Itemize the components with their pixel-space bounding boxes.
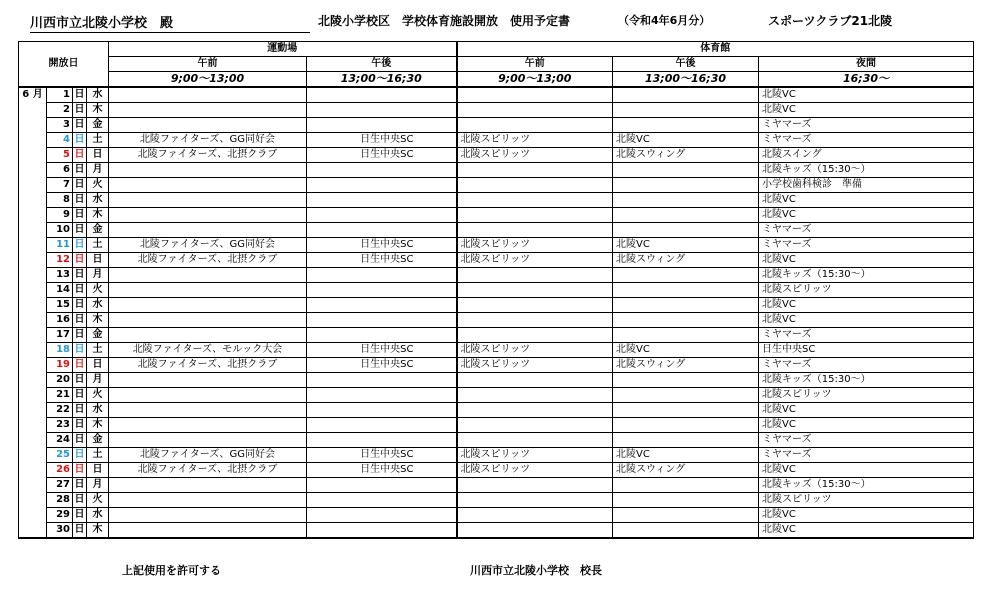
ground-am-cell <box>109 508 307 523</box>
weekday: 日 <box>87 358 109 373</box>
day-number: 16 <box>47 313 73 328</box>
time-ground-pm: 13;00～16;30 <box>307 72 457 88</box>
ground-am-cell <box>109 388 307 403</box>
weekday: 水 <box>87 87 109 103</box>
day-number: 15 <box>47 298 73 313</box>
ground-am-cell <box>109 268 307 283</box>
gym-pm-cell <box>613 283 759 298</box>
schedule-row <box>19 133 974 148</box>
ground-pm-cell: 日生中央SC <box>307 358 457 373</box>
gym-am-cell <box>457 298 613 313</box>
ground-pm-cell <box>307 478 457 493</box>
schedule-row <box>19 163 974 178</box>
gym-night-cell: 北陵VC <box>759 313 974 328</box>
group-header-gym: 体育館 <box>457 42 974 57</box>
ground-am-cell <box>109 178 307 193</box>
ground-am-cell <box>109 478 307 493</box>
weekday: 火 <box>87 388 109 403</box>
day-number: 13 <box>47 268 73 283</box>
gym-pm-cell <box>613 178 759 193</box>
day-suffix: 日 <box>73 388 87 403</box>
day-number: 10 <box>47 223 73 238</box>
weekday: 日 <box>87 148 109 163</box>
day-suffix: 日 <box>73 478 87 493</box>
weekday: 月 <box>87 478 109 493</box>
day-suffix: 日 <box>73 493 87 508</box>
gym-pm-cell <box>613 313 759 328</box>
time-ground-am: 9;00～13;00 <box>109 72 307 88</box>
day-number: 8 <box>47 193 73 208</box>
gym-am-cell: 北陵スピリッツ <box>457 253 613 268</box>
weekday: 月 <box>87 373 109 388</box>
day-suffix: 日 <box>73 433 87 448</box>
day-suffix: 日 <box>73 268 87 283</box>
gym-am-cell: 北陵スピリッツ <box>457 463 613 478</box>
permit-statement: 上記使用を許可する <box>122 564 221 577</box>
day-number: 9 <box>47 208 73 223</box>
schedule-row <box>19 388 974 403</box>
day-number: 23 <box>47 418 73 433</box>
gym-pm-cell <box>613 103 759 118</box>
day-number: 7 <box>47 178 73 193</box>
weekday: 木 <box>87 208 109 223</box>
ground-pm-cell: 日生中央SC <box>307 253 457 268</box>
day-number: 3 <box>47 118 73 133</box>
weekday: 水 <box>87 298 109 313</box>
ground-am-cell: 北陵ファイターズ、北摂クラブ <box>109 358 307 373</box>
day-suffix: 日 <box>73 253 87 268</box>
document-title: 北陵小学校区 学校体育施設開放 使用予定書 <box>318 14 571 28</box>
gym-night-cell: 北陵スピリッツ <box>759 493 974 508</box>
gym-night-cell: 北陵VC <box>759 253 974 268</box>
schedule-row <box>19 283 974 298</box>
ground-am-cell <box>109 403 307 418</box>
day-suffix: 日 <box>73 313 87 328</box>
ground-pm-cell: 日生中央SC <box>307 463 457 478</box>
document-period: （令和4年6月分） <box>618 14 711 27</box>
gym-am-cell: 北陵スピリッツ <box>457 448 613 463</box>
schedule-row <box>19 418 974 433</box>
header-gym-am: 午前 <box>457 57 613 72</box>
gym-am-cell <box>457 223 613 238</box>
gym-night-cell: ミヤマーズ <box>759 223 974 238</box>
weekday: 金 <box>87 223 109 238</box>
gym-am-cell <box>457 373 613 388</box>
gym-night-cell: 小学校歯科検診 準備 <box>759 178 974 193</box>
gym-night-cell: ミヤマーズ <box>759 328 974 343</box>
weekday: 火 <box>87 493 109 508</box>
ground-pm-cell: 日生中央SC <box>307 238 457 253</box>
day-suffix: 日 <box>73 193 87 208</box>
ground-pm-cell <box>307 418 457 433</box>
gym-am-cell <box>457 283 613 298</box>
gym-pm-cell: 北陵VC <box>613 238 759 253</box>
gym-night-cell: 北陵VC <box>759 103 974 118</box>
day-number: 21 <box>47 388 73 403</box>
ground-am-cell <box>109 493 307 508</box>
day-number: 18 <box>47 343 73 358</box>
gym-pm-cell: 北陵VC <box>613 133 759 148</box>
gym-night-cell: 北陵キッズ（15:30～） <box>759 478 974 493</box>
schedule-row <box>19 148 974 163</box>
gym-pm-cell: 北陵VC <box>613 448 759 463</box>
gym-night-cell: ミヤマーズ <box>759 118 974 133</box>
day-number: 26 <box>47 463 73 478</box>
schedule-row <box>19 103 974 118</box>
gym-night-cell: 北陵スピリッツ <box>759 388 974 403</box>
day-number: 4 <box>47 133 73 148</box>
gym-pm-cell: 北陵スウィング <box>613 463 759 478</box>
ground-am-cell <box>109 298 307 313</box>
ground-pm-cell <box>307 508 457 523</box>
day-number: 28 <box>47 493 73 508</box>
schedule-row <box>19 328 974 343</box>
time-gym-pm: 13;00～16;30 <box>613 72 759 88</box>
gym-pm-cell <box>613 328 759 343</box>
schedule-row <box>19 358 974 373</box>
gym-night-cell: 北陵キッズ（15:30～） <box>759 373 974 388</box>
day-suffix: 日 <box>73 223 87 238</box>
day-suffix: 日 <box>73 163 87 178</box>
ground-am-cell <box>109 163 307 178</box>
day-suffix: 日 <box>73 418 87 433</box>
gym-am-cell <box>457 268 613 283</box>
gym-night-cell: ミヤマーズ <box>759 358 974 373</box>
gym-night-cell: 北陵VC <box>759 208 974 223</box>
ground-pm-cell <box>307 298 457 313</box>
gym-pm-cell: 北陵VC <box>613 343 759 358</box>
gym-night-cell: 日生中央SC <box>759 343 974 358</box>
gym-night-cell: 北陵スイング <box>759 148 974 163</box>
ground-am-cell <box>109 208 307 223</box>
ground-pm-cell: 日生中央SC <box>307 133 457 148</box>
weekday: 水 <box>87 508 109 523</box>
weekday: 水 <box>87 193 109 208</box>
day-suffix: 日 <box>73 103 87 118</box>
gym-am-cell: 北陵スピリッツ <box>457 343 613 358</box>
gym-am-cell <box>457 433 613 448</box>
gym-pm-cell: 北陵スウィング <box>613 253 759 268</box>
gym-pm-cell <box>613 493 759 508</box>
schedule-row <box>19 87 974 103</box>
gym-night-cell: ミヤマーズ <box>759 133 974 148</box>
gym-am-cell <box>457 208 613 223</box>
gym-am-cell <box>457 178 613 193</box>
ground-am-cell <box>109 373 307 388</box>
day-suffix: 日 <box>73 328 87 343</box>
day-suffix: 日 <box>73 343 87 358</box>
ground-am-cell <box>109 418 307 433</box>
day-suffix: 日 <box>73 463 87 478</box>
header-ground-am: 午前 <box>109 57 307 72</box>
day-number: 1 <box>47 87 73 103</box>
day-number: 29 <box>47 508 73 523</box>
gym-am-cell: 北陵スピリッツ <box>457 238 613 253</box>
gym-am-cell <box>457 478 613 493</box>
header-gym-night: 夜間 <box>759 57 974 72</box>
day-suffix: 日 <box>73 208 87 223</box>
time-gym-night: 16;30～ <box>759 72 974 88</box>
schedule-row <box>19 373 974 388</box>
gym-night-cell: 北陵VC <box>759 403 974 418</box>
day-number: 24 <box>47 433 73 448</box>
schedule-row <box>19 253 974 268</box>
schedule-row <box>19 493 974 508</box>
day-suffix: 日 <box>73 118 87 133</box>
ground-am-cell <box>109 523 307 539</box>
gym-am-cell <box>457 388 613 403</box>
gym-night-cell: 北陵スピリッツ <box>759 283 974 298</box>
day-suffix: 日 <box>73 448 87 463</box>
header-gym-pm: 午後 <box>613 57 759 72</box>
schedule-row <box>19 343 974 358</box>
gym-am-cell <box>457 523 613 539</box>
gym-pm-cell <box>613 403 759 418</box>
ground-pm-cell <box>307 268 457 283</box>
ground-pm-cell <box>307 403 457 418</box>
ground-am-cell <box>109 328 307 343</box>
gym-pm-cell <box>613 208 759 223</box>
gym-pm-cell <box>613 298 759 313</box>
gym-night-cell: ミヤマーズ <box>759 448 974 463</box>
ground-pm-cell <box>307 388 457 403</box>
gym-am-cell <box>457 87 613 103</box>
weekday: 土 <box>87 343 109 358</box>
weekday: 火 <box>87 283 109 298</box>
gym-night-cell: 北陵VC <box>759 418 974 433</box>
day-number: 30 <box>47 523 73 539</box>
ground-pm-cell <box>307 163 457 178</box>
day-number: 22 <box>47 403 73 418</box>
schedule-row <box>19 313 974 328</box>
day-suffix: 日 <box>73 87 87 103</box>
day-number: 20 <box>47 373 73 388</box>
gym-night-cell: 北陵VC <box>759 508 974 523</box>
ground-am-cell: 北陵ファイターズ、GG同好会 <box>109 448 307 463</box>
weekday: 木 <box>87 523 109 539</box>
gym-pm-cell <box>613 433 759 448</box>
gym-night-cell: ミヤマーズ <box>759 433 974 448</box>
ground-pm-cell <box>307 103 457 118</box>
gym-am-cell <box>457 403 613 418</box>
weekday: 木 <box>87 418 109 433</box>
club-name: スポーツクラブ21北陵 <box>768 14 893 28</box>
schedule-row <box>19 403 974 418</box>
schedule-row <box>19 238 974 253</box>
gym-night-cell: 北陵VC <box>759 193 974 208</box>
weekday: 金 <box>87 118 109 133</box>
schedule-row <box>19 223 974 238</box>
day-number: 2 <box>47 103 73 118</box>
gym-pm-cell <box>613 388 759 403</box>
principal-signature: 川西市立北陵小学校 校長 <box>470 564 602 577</box>
schedule-row <box>19 208 974 223</box>
ground-pm-cell <box>307 178 457 193</box>
gym-pm-cell <box>613 87 759 103</box>
weekday: 日 <box>87 463 109 478</box>
gym-pm-cell <box>613 223 759 238</box>
gym-night-cell: 北陵VC <box>759 298 974 313</box>
gym-am-cell <box>457 328 613 343</box>
ground-pm-cell: 日生中央SC <box>307 148 457 163</box>
gym-pm-cell <box>613 523 759 539</box>
ground-pm-cell <box>307 313 457 328</box>
ground-pm-cell <box>307 87 457 103</box>
ground-pm-cell <box>307 373 457 388</box>
day-number: 25 <box>47 448 73 463</box>
weekday: 木 <box>87 313 109 328</box>
ground-pm-cell: 日生中央SC <box>307 448 457 463</box>
day-suffix: 日 <box>73 238 87 253</box>
gym-am-cell <box>457 508 613 523</box>
weekday: 水 <box>87 403 109 418</box>
ground-pm-cell <box>307 328 457 343</box>
gym-night-cell: ミヤマーズ <box>759 238 974 253</box>
group-header-ground: 運動場 <box>109 42 457 57</box>
day-number: 11 <box>47 238 73 253</box>
ground-am-cell: 北陵ファイターズ、GG同好会 <box>109 133 307 148</box>
schedule-row <box>19 268 974 283</box>
gym-pm-cell <box>613 508 759 523</box>
weekday: 木 <box>87 103 109 118</box>
ground-am-cell <box>109 283 307 298</box>
weekday: 金 <box>87 328 109 343</box>
ground-pm-cell <box>307 223 457 238</box>
gym-pm-cell <box>613 268 759 283</box>
gym-am-cell <box>457 103 613 118</box>
day-number: 17 <box>47 328 73 343</box>
ground-am-cell <box>109 87 307 103</box>
weekday: 土 <box>87 133 109 148</box>
day-number: 5 <box>47 148 73 163</box>
gym-am-cell <box>457 118 613 133</box>
schedule-row <box>19 433 974 448</box>
gym-pm-cell <box>613 118 759 133</box>
ground-pm-cell <box>307 208 457 223</box>
day-suffix: 日 <box>73 148 87 163</box>
schedule-row <box>19 448 974 463</box>
schedule-row <box>19 193 974 208</box>
gym-am-cell: 北陵スピリッツ <box>457 148 613 163</box>
ground-am-cell: 北陵ファイターズ、GG同好会 <box>109 238 307 253</box>
ground-pm-cell <box>307 523 457 539</box>
gym-night-cell: 北陵キッズ（15:30～） <box>759 163 974 178</box>
gym-night-cell: 北陵VC <box>759 463 974 478</box>
gym-night-cell: 北陵VC <box>759 523 974 539</box>
day-suffix: 日 <box>73 283 87 298</box>
gym-pm-cell <box>613 193 759 208</box>
gym-am-cell <box>457 313 613 328</box>
schedule-row <box>19 298 974 313</box>
gym-pm-cell: 北陵スウィング <box>613 148 759 163</box>
weekday: 土 <box>87 448 109 463</box>
schedule-row <box>19 118 974 133</box>
gym-am-cell: 北陵スピリッツ <box>457 358 613 373</box>
gym-night-cell: 北陵キッズ（15:30～） <box>759 268 974 283</box>
header-ground-pm: 午後 <box>307 57 457 72</box>
day-number: 12 <box>47 253 73 268</box>
ground-pm-cell <box>307 493 457 508</box>
ground-am-cell <box>109 433 307 448</box>
ground-am-cell <box>109 313 307 328</box>
day-suffix: 日 <box>73 373 87 388</box>
day-number: 6 <box>47 163 73 178</box>
gym-pm-cell <box>613 418 759 433</box>
ground-am-cell <box>109 223 307 238</box>
ground-am-cell: 北陵ファイターズ、北摂クラブ <box>109 253 307 268</box>
month-cell: 6 月 <box>19 87 47 538</box>
weekday: 月 <box>87 268 109 283</box>
day-number: 27 <box>47 478 73 493</box>
gym-pm-cell <box>613 478 759 493</box>
col-header-date: 開放日 <box>19 42 109 88</box>
weekday: 金 <box>87 433 109 448</box>
time-gym-am: 9;00～13;00 <box>457 72 613 88</box>
gym-pm-cell <box>613 163 759 178</box>
weekday: 日 <box>87 253 109 268</box>
weekday: 土 <box>87 238 109 253</box>
day-suffix: 日 <box>73 358 87 373</box>
schedule-row <box>19 178 974 193</box>
gym-am-cell <box>457 193 613 208</box>
day-suffix: 日 <box>73 178 87 193</box>
ground-am-cell <box>109 193 307 208</box>
ground-am-cell: 北陵ファイターズ、モルック大会 <box>109 343 307 358</box>
ground-am-cell <box>109 118 307 133</box>
day-number: 14 <box>47 283 73 298</box>
ground-am-cell <box>109 103 307 118</box>
weekday: 火 <box>87 178 109 193</box>
day-suffix: 日 <box>73 298 87 313</box>
day-suffix: 日 <box>73 523 87 539</box>
weekday: 月 <box>87 163 109 178</box>
day-suffix: 日 <box>73 403 87 418</box>
gym-am-cell <box>457 493 613 508</box>
day-suffix: 日 <box>73 508 87 523</box>
ground-pm-cell <box>307 433 457 448</box>
ground-am-cell: 北陵ファイターズ、北摂クラブ <box>109 148 307 163</box>
gym-pm-cell <box>613 373 759 388</box>
schedule-body <box>19 87 974 538</box>
gym-am-cell <box>457 418 613 433</box>
ground-pm-cell <box>307 118 457 133</box>
ground-pm-cell <box>307 193 457 208</box>
gym-am-cell: 北陵スピリッツ <box>457 133 613 148</box>
gym-night-cell: 北陵VC <box>759 87 974 103</box>
schedule-row <box>19 463 974 478</box>
gym-am-cell <box>457 163 613 178</box>
ground-pm-cell <box>307 283 457 298</box>
day-number: 19 <box>47 358 73 373</box>
schedule-row <box>19 523 974 539</box>
schedule-row <box>19 508 974 523</box>
ground-pm-cell: 日生中央SC <box>307 343 457 358</box>
schedule-row <box>19 478 974 493</box>
gym-pm-cell: 北陵スウィング <box>613 358 759 373</box>
day-suffix: 日 <box>73 133 87 148</box>
ground-am-cell: 北陵ファイターズ、北摂クラブ <box>109 463 307 478</box>
addressee-school: 川西市立北陵小学校 殿 <box>30 12 310 33</box>
schedule-table <box>18 41 974 539</box>
